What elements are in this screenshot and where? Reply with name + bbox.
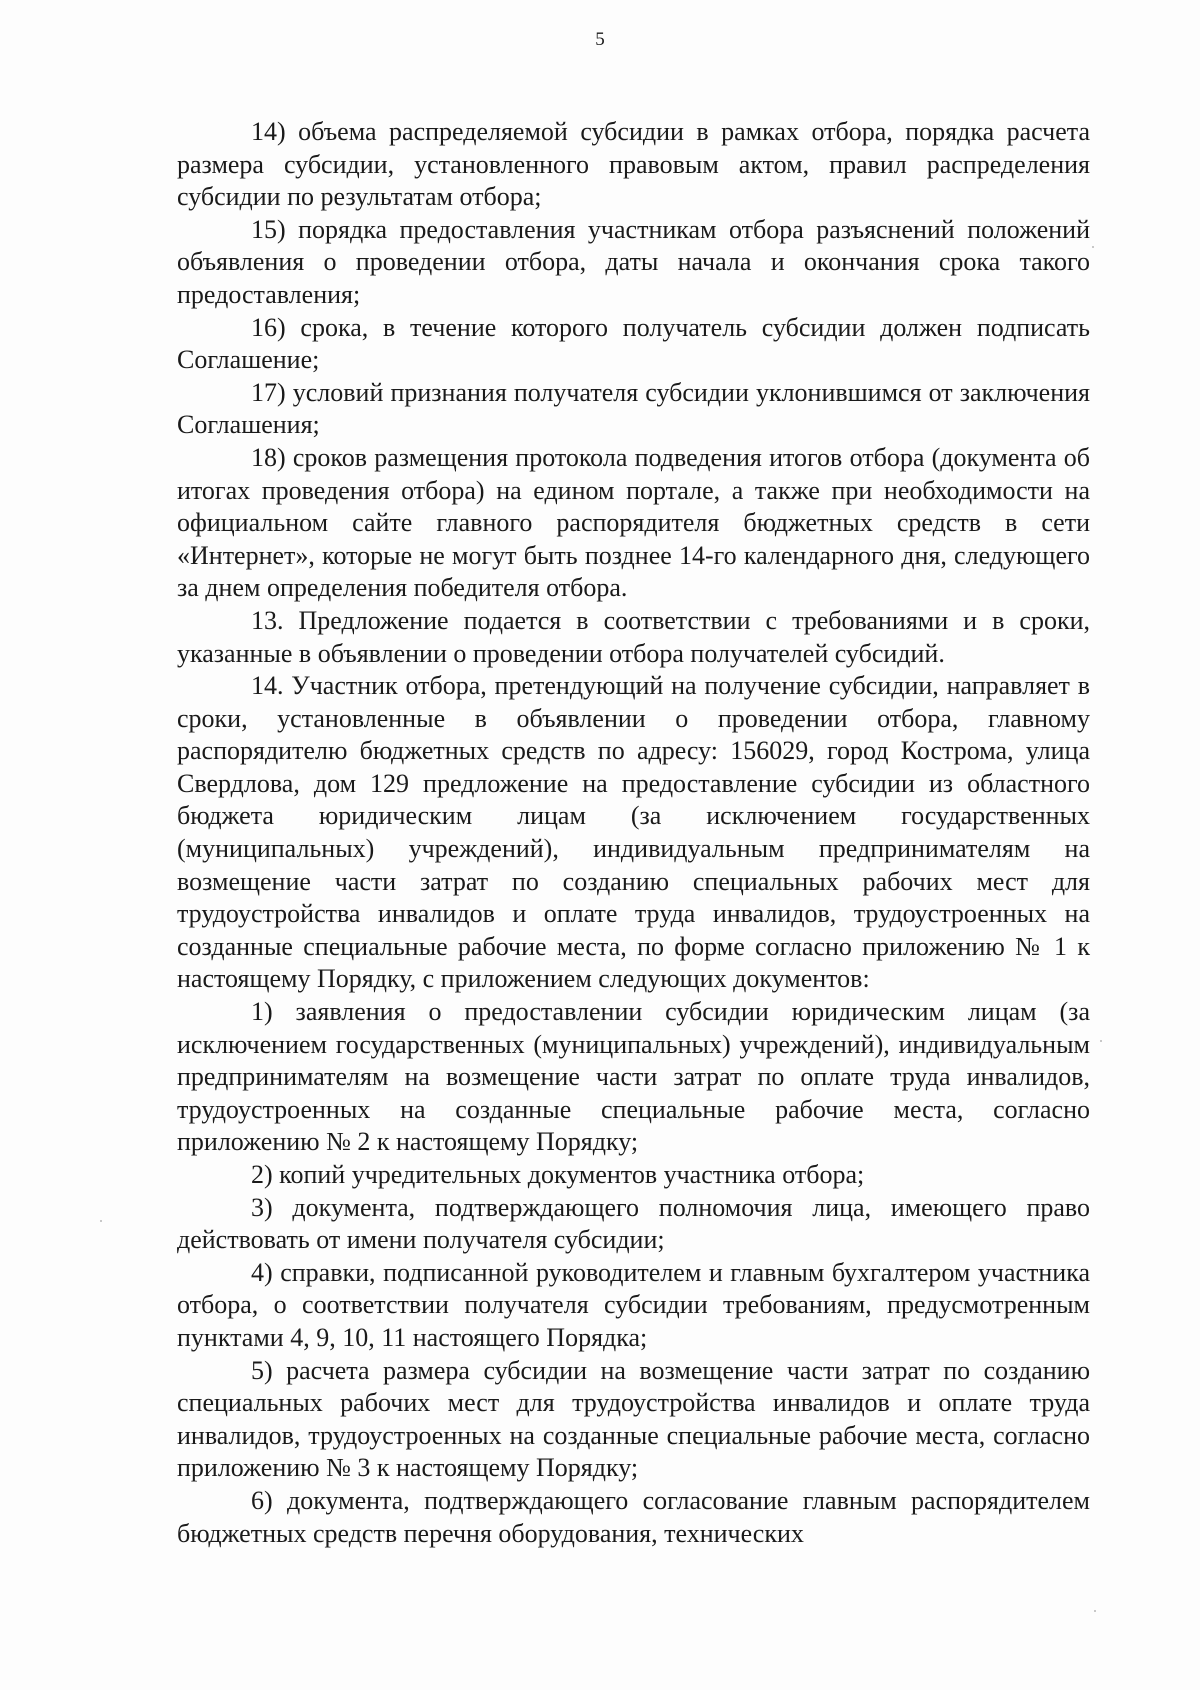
paragraph: 13. Предложение подается в соответствии с требованиями и в сроки, указанные в объявлении о проведении отбора получателей субсидий. <box>177 605 1090 668</box>
scan-speck <box>100 1220 102 1222</box>
scan-speck <box>1094 1610 1096 1612</box>
paragraph: 14. Участник отбора, претендующий на получение субсидии, направляет в сроки, установленные в объявлении о проведении отбора, главному распорядителю бюджетных средств по адресу: 156029, город Кострома, улица Свердлова, дом 129 предложение на предоставление субсидии из областного бюджета юридическим лицам (за исключением государственных (муниципальных) учреждений), индивидуальным предпринимателям на возмещение части затрат по созданию специальных рабочих мест для трудоустройства инвалидов и оплате труда инвалидов, трудоустроенных на созданные специальные рабочие места, по форме согласно приложению № 1 к настоящему Порядку, с приложением следующих документов: <box>177 671 1090 994</box>
paragraph: 17) условий признания получателя субсидии уклонившимся от заключения Соглашения; <box>177 377 1090 440</box>
page-number: 5 <box>595 29 605 50</box>
paragraph: 15) порядка предоставления участникам отбора разъяснений положений объявления о проведении отбора, даты начала и окончания срока такого предоставления; <box>177 214 1090 309</box>
paragraph: 16) срока, в течение которого получатель субсидии должен подписать Соглашение; <box>177 312 1090 375</box>
document-body <box>177 116 1090 1550</box>
scan-speck <box>1100 1040 1102 1042</box>
paragraph: 3) документа, подтверждающего полномочия лица, имеющего право действовать от имени получателя субсидии; <box>177 1192 1090 1255</box>
paragraph: 2) копий учредительных документов участника отбора; <box>251 1160 865 1189</box>
scan-speck <box>1092 246 1094 248</box>
paragraph: 6) документа, подтверждающего согласование главным распорядителем бюджетных средств перечня оборудования, технических <box>177 1485 1090 1548</box>
paragraph: 18) сроков размещения протокола подведения итогов отбора (документа об итогах проведения отбора) на едином портале, а также при необходимости на официальном сайте главного распорядителя бюджетных средств в сети «Интернет», которые не могут быть позднее 14-го календарного дня, следующего за днем определения победителя отбора. <box>177 442 1090 603</box>
paragraph: 5) расчета размера субсидии на возмещение части затрат по созданию специальных рабочих мест для трудоустройства инвалидов и оплате труда инвалидов, трудоустроенных на созданные специальные рабочие места, согласно приложению № 3 к настоящему Порядку; <box>177 1355 1090 1483</box>
paragraph: 1) заявления о предоставлении субсидии юридическим лицам (за исключением государственных (муниципальных) учреждений), индивидуальным предпринимателям на возмещение части затрат по оплате труда инвалидов, трудоустроенных на созданные специальные рабочие места, согласно приложению № 2 к настоящему Порядку; <box>177 997 1090 1157</box>
paragraph: 4) справки, подписанной руководителем и главным бухгалтером участника отбора, о соответствии получателя субсидии требованиям, предусмотренным пунктами 4, 9, 10, 11 настоящего Порядка; <box>177 1257 1090 1352</box>
paragraph: 14) объема распределяемой субсидии в рамках отбора, порядка расчета размера субсидии, установленного правовым актом, правил распределения субсидии по результатам отбора; <box>177 117 1090 212</box>
